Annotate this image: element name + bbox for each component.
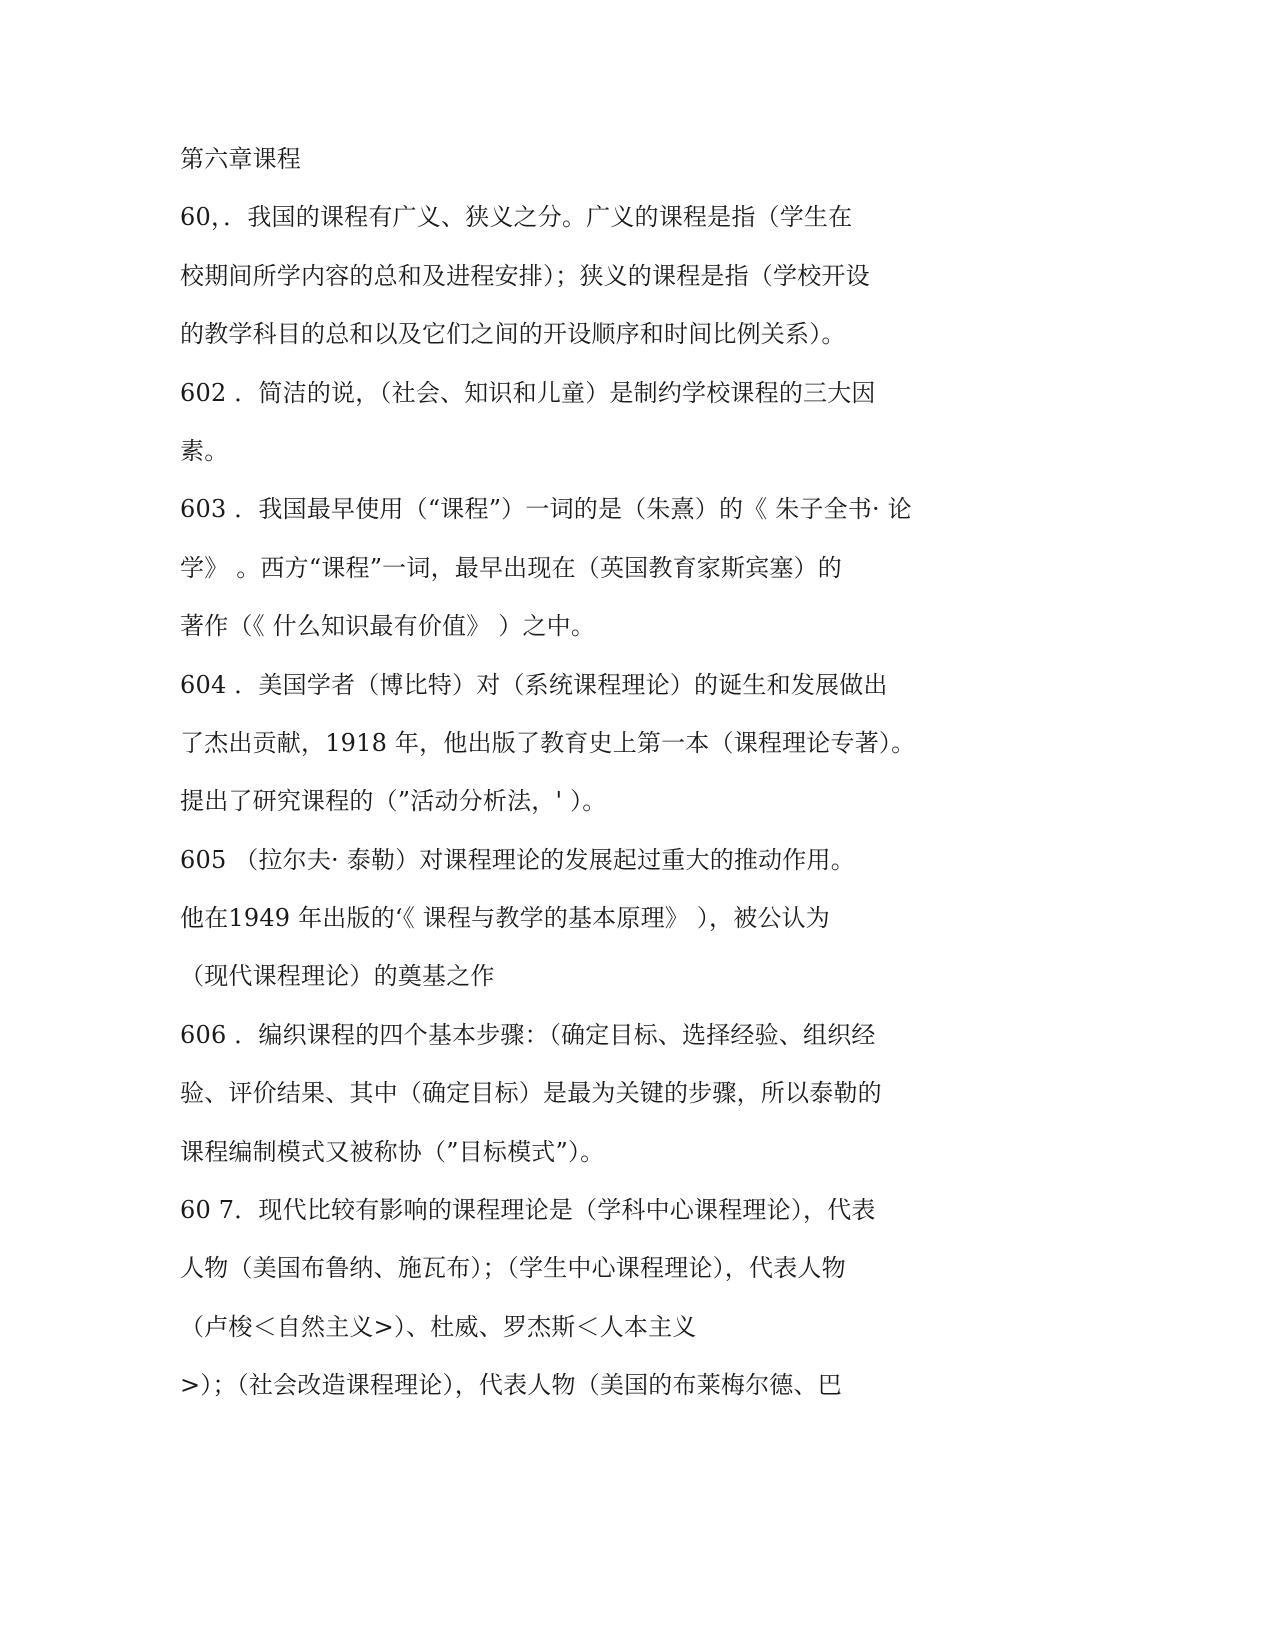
text-line: 605 （拉尔夫· 泰勒）对课程理论的发展起过重大的推动作用。	[180, 845, 855, 874]
text-line: 60，．我国的课程有广义、狭义之分。广义的课程是指（学生在	[180, 203, 853, 232]
text-line: 提出了研究课程的（”活动分析法，' ）。	[180, 787, 607, 816]
text-line: 了杰出贡献，1918 年，他出版了教育史上第一本（课程理论专著）。	[180, 728, 916, 757]
text-line: 他在1949 年出版的‘《 课程与教学的基本原理》 ），被公认为	[180, 904, 830, 933]
text-line: 603 ．我国最早使用（“课程”）一词的是（朱熹）的《 朱子全书· 论	[180, 495, 912, 524]
text-line: （现代课程理论）的奠基之作	[180, 962, 495, 991]
text-line: 602 ．简洁的说，（社会、知识和儿童）是制约学校课程的三大因	[180, 378, 876, 407]
text-line: 素。	[180, 436, 229, 465]
text-line: 606 ．编织课程的四个基本步骤：（确定目标、选择经验、组织经	[180, 1020, 876, 1049]
text-line: 课程编制模式又被称协（”目标模式”）。	[180, 1137, 605, 1166]
text-line: 验、评价结果、其中（确定目标）是最为关键的步骤，所以泰勒的	[180, 1079, 882, 1108]
text-line: 人物（美国布鲁纳、施瓦布）；（学生中心课程理论），代表人物	[180, 1254, 846, 1283]
chapter-title: 第六章课程	[180, 145, 301, 173]
text-line: >）；（社会改造课程理论），代表人物（美国的布莱梅尔德、巴	[180, 1371, 842, 1400]
text-line: 604 ．美国学者（博比特）对（系统课程理论）的诞生和发展做出	[180, 670, 888, 699]
text-line: 60 7．现代比较有影响的课程理论是（学科中心课程理论），代表	[180, 1196, 876, 1225]
text-line: 学》 。西方“课程”一词，最早出现在（英国教育家斯宾塞）的	[180, 553, 842, 582]
document-body	[180, 136, 940, 1421]
text-line: （卢梭＜自然主义>）、杜威、罗杰斯＜人本主义	[180, 1312, 697, 1341]
text-line: 的教学科目的总和以及它们之间的开设顺序和时间比例关系）。	[180, 320, 846, 349]
text-line: 著作（《 什么知识最有价值》 ）之中。	[180, 612, 596, 641]
text-line: 校期间所学内容的总和及进程安排）；狭义的课程是指（学校开设	[180, 261, 870, 290]
